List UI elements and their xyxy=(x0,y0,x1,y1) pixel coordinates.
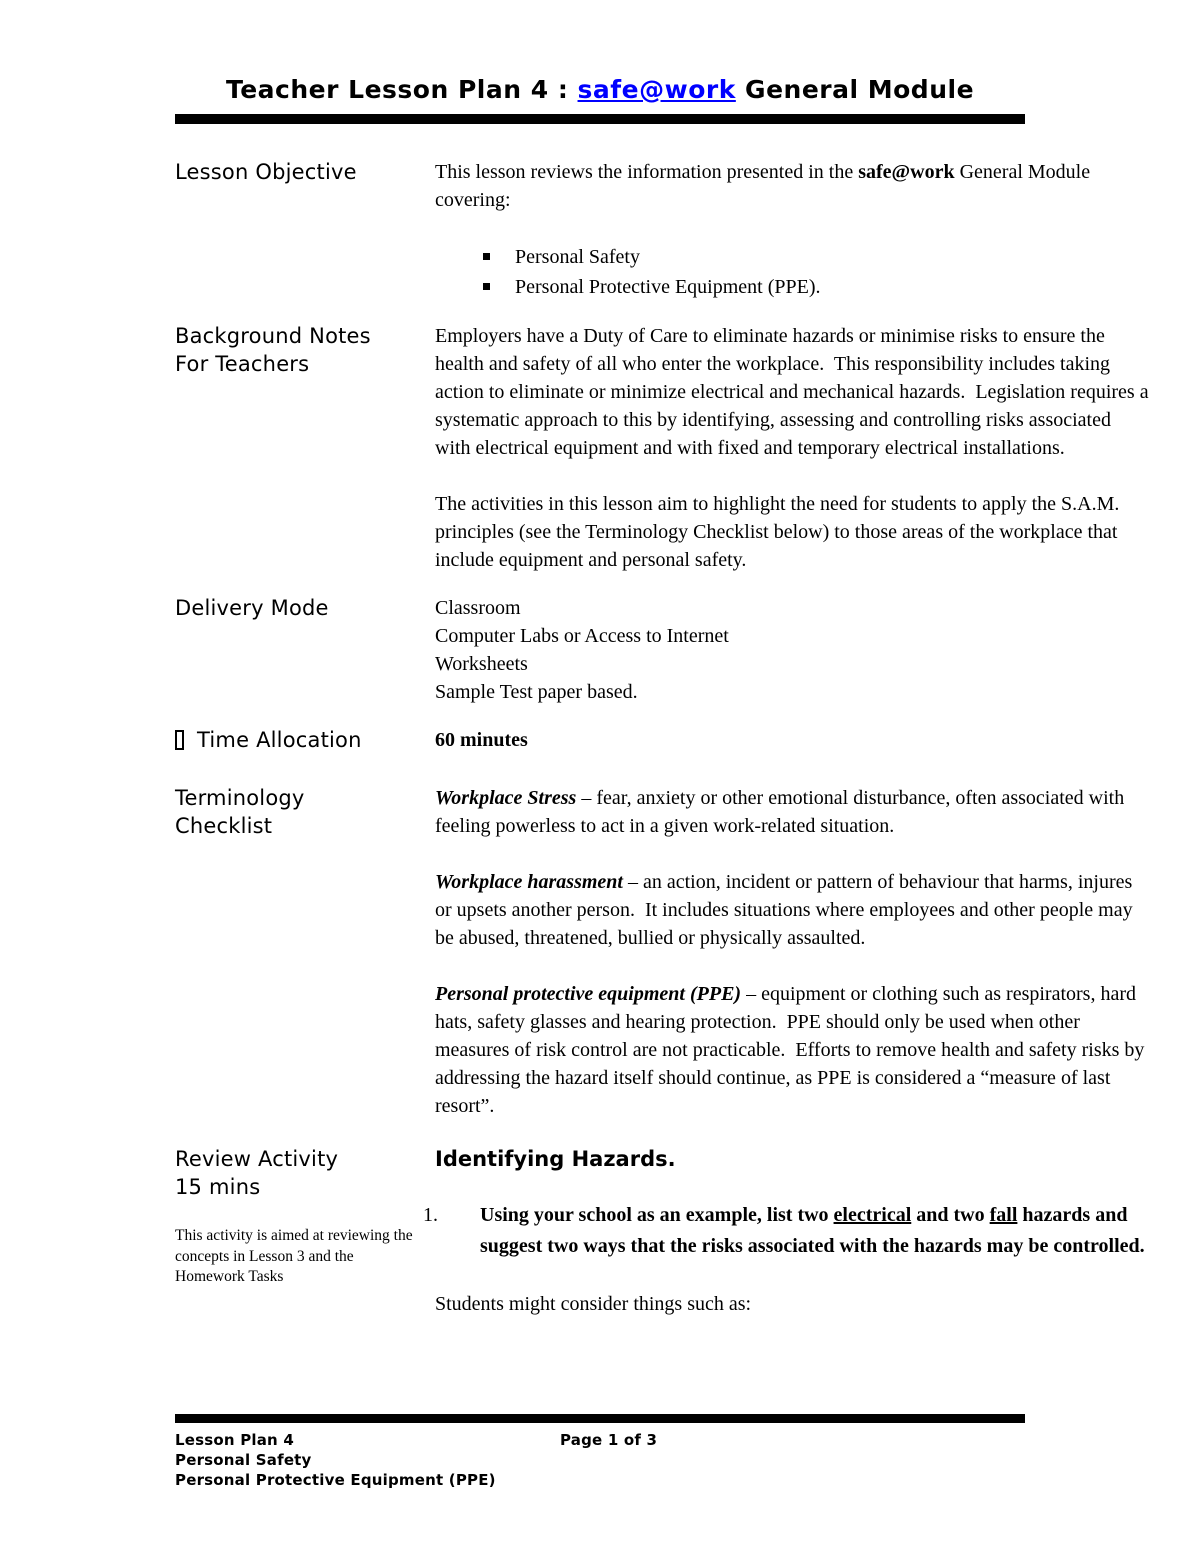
label-text: Time Allocation xyxy=(197,728,362,752)
list-item xyxy=(435,272,1150,302)
term-name: Workplace harassment xyxy=(435,871,623,893)
numbered-list-item xyxy=(423,1200,1150,1262)
paragraph-text: Employers have a Duty of Care to eliminate hazards or minimise risks to ensure the health and safety of all who enter the workplace. This responsibility includes taking action to eliminate or minimize electrical and mechanical hazards. Legislation requires a systematic approach to this by identifying, assessing and controlling risks associated with electrical equipment and with fixed and temporary electrical installations. xyxy=(435,325,1154,459)
paragraph-text: This lesson reviews the information presented in the xyxy=(435,161,859,183)
label-text: Lesson Objective xyxy=(175,160,357,184)
label-text: 15 mins xyxy=(175,1175,261,1199)
footer-divider xyxy=(175,1414,1025,1423)
underlined-text: fall xyxy=(989,1204,1018,1226)
lesson-objective-label xyxy=(175,158,435,186)
square-bullet-icon xyxy=(483,253,490,260)
review-activity-content xyxy=(423,1145,1150,1318)
section-review-activity xyxy=(175,1145,1150,1318)
lesson-objective-paragraph xyxy=(435,158,1150,214)
section-terminology-checklist xyxy=(175,784,1150,1120)
term-name: Workplace Stress xyxy=(435,787,577,809)
delivery-mode-label xyxy=(175,594,435,622)
page-footer xyxy=(175,1414,1150,1553)
time-allocation-content xyxy=(435,726,1150,754)
section-lesson-objective xyxy=(175,158,1150,302)
delivery-mode-line: Classroom xyxy=(435,597,521,619)
footer-doc-title: Lesson Plan 4 xyxy=(175,1431,294,1449)
label-text: Terminology xyxy=(175,786,305,810)
label-text: Review Activity xyxy=(175,1147,339,1171)
term-name: Personal protective equipment (PPE) xyxy=(435,983,742,1005)
page-number: Page 1 of 3 xyxy=(560,1431,658,1449)
term-definition xyxy=(435,784,1150,840)
title-text-pre: Teacher Lesson Plan 4 : xyxy=(225,75,578,104)
time-value: 60 minutes xyxy=(435,729,528,751)
square-bullet-icon xyxy=(483,283,490,290)
followup-text: Students might consider things such as: xyxy=(435,1293,752,1315)
safework-link[interactable]: safe@work xyxy=(577,75,736,104)
list-item xyxy=(435,242,1150,272)
item-text: hazards and suggest two ways that the risks associated with the hazards may be controlled. xyxy=(480,1204,1145,1257)
term-definition xyxy=(435,868,1150,952)
terminology-label xyxy=(175,784,435,840)
footer-line: Personal Safety xyxy=(175,1451,312,1469)
list-number: 1. xyxy=(423,1204,438,1226)
label-text: For Teachers xyxy=(175,352,310,376)
time-allocation-label xyxy=(175,726,435,754)
terminology-content xyxy=(435,784,1150,1120)
label-text: Delivery Mode xyxy=(175,596,329,620)
term-definition xyxy=(435,980,1150,1120)
bullet-list xyxy=(435,242,1150,302)
clock-placeholder-glyph-icon xyxy=(175,730,184,750)
delivery-mode-content xyxy=(435,594,1150,706)
bullet-text: Personal Protective Equipment (PPE). xyxy=(515,276,821,298)
underlined-text: electrical xyxy=(833,1204,912,1226)
delivery-mode-line: Sample Test paper based. xyxy=(435,681,638,703)
paragraph-text: General Module covering: xyxy=(435,161,1096,211)
background-notes-content xyxy=(435,322,1154,574)
section-delivery-mode xyxy=(175,594,1150,706)
term-text: – equipment or clothing such as respirators, hard hats, safety glasses and hearing protection. PPE should only be used when other measures of risk control are not practicable. Efforts to remove health and safety risks by addressing the hazard itself should continue, as PPE is considered a “measure of last resort”. xyxy=(435,983,1150,1117)
section-background-notes xyxy=(175,322,1154,574)
term-text: – an action, incident or pattern of behaviour that harms, injures or upsets another person. It includes situations where employees and other people may be abused, threatened, bullied or physically assaulted. xyxy=(435,871,1138,949)
footer-line xyxy=(175,1430,1150,1450)
bold-text: safe@work xyxy=(858,161,955,183)
page-title xyxy=(175,73,1025,107)
footer-line: Personal Protective Equipment (PPE) xyxy=(175,1471,496,1489)
lesson-objective-content xyxy=(435,158,1150,302)
title-text-post: General Module xyxy=(735,75,975,104)
list-item-text xyxy=(480,1200,1150,1262)
delivery-mode-line: Worksheets xyxy=(435,653,528,675)
bullet-text: Personal Safety xyxy=(515,246,640,268)
item-text: Using your school as an example, list two xyxy=(480,1204,834,1226)
activity-heading: Identifying Hazards. xyxy=(435,1147,676,1171)
term-text: – fear, anxiety or other emotional disturbance, often associated with feeling powerless to act in a given work-related situation. xyxy=(435,787,1130,837)
label-text: Background Notes xyxy=(175,324,371,348)
item-text: and two xyxy=(911,1204,990,1226)
delivery-mode-line: Computer Labs or Access to Internet xyxy=(435,625,729,647)
review-activity-label xyxy=(175,1145,435,1288)
paragraph-text: The activities in this lesson aim to highlight the need for students to apply the S.A.M. principles (see the Terminology Checklist below) to those areas of the workplace that include equipment and personal safety. xyxy=(435,493,1125,571)
label-text: Checklist xyxy=(175,814,273,838)
title-divider xyxy=(175,114,1025,124)
activity-note: This activity is aimed at reviewing the concepts in Lesson 3 and the Homework Tasks xyxy=(175,1227,417,1285)
document-header xyxy=(175,73,1025,124)
section-time-allocation xyxy=(175,726,1150,754)
background-notes-label xyxy=(175,322,435,378)
